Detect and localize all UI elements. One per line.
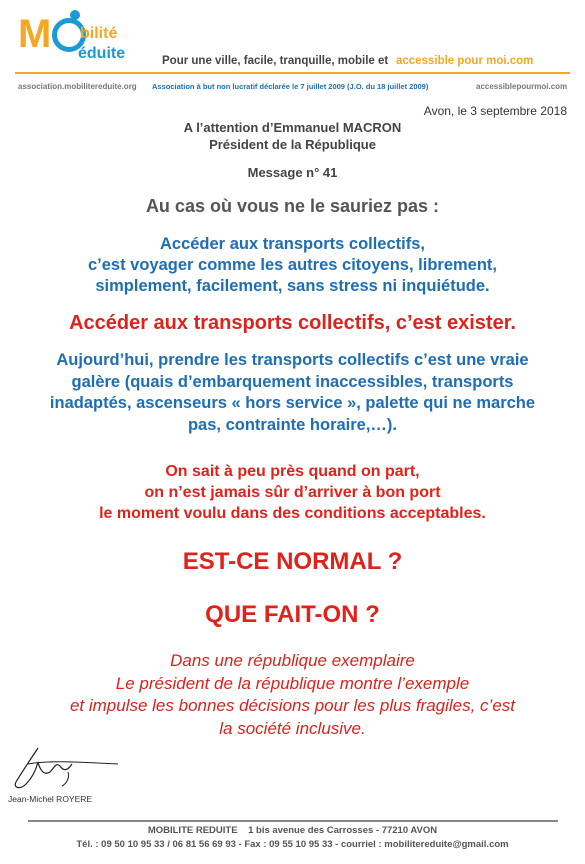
text-line: pas, contrainte horaire,…). [187,415,398,434]
text-line: simplement, facilement, sans stress ni inquiétude. [95,277,490,295]
logo-figure-head-icon [70,10,80,20]
footer-contact: Tél. : 09 50 10 95 33 / 06 81 56 69 93 - Fax : 09 55 10 95 33 - courriel : mobilitereduite@gmail.com [76,839,509,850]
header-tagline: Pour une ville, facile, tranquille, mobile et [162,55,389,67]
logo-word-bilite: bilité [80,25,118,42]
recipient-line-2: Président de la République [209,137,376,152]
text-line: la société inclusive. [219,718,366,738]
text-line: inadaptés, ascenseurs « hors service », palette qui ne marche [49,394,536,412]
text-line: Accéder aux transports collectifs, [159,235,425,253]
italic-closing-paragraph [0,650,585,740]
lead-heading: Au cas où vous ne le sauriez pas : [145,196,440,216]
association-legal-note: Association à but non lucratif déclarée le 7 juillet 2009 (J.O. du 18 juillet 2009) [152,82,429,91]
footer-address: MOBILITE REDUITE 1 bis avenue des Carrosses - 77210 AVON [147,825,438,836]
handwritten-signature [8,742,123,794]
header-divider [15,72,570,74]
text-line: Le président de la république montre l’exemple [115,673,470,693]
text-line: Aujourd’hui, prendre les transports collectifs c’est une vraie [56,351,529,369]
logo-letter-m: M [18,12,50,56]
letter-date: Avon, le 3 septembre 2018 [423,104,567,118]
recipient-line-1: A l’attention d’Emmanuel MACRON [183,120,402,135]
text-line: et impulse les bonnes décisions pour les plus fragiles, c’est [69,696,516,715]
text-line: on n’est jamais sûr d’arriver à bon port [144,484,441,501]
text-line: c’est voyager comme les autres citoyens, librement, [87,256,497,274]
red-paragraph [0,461,585,524]
logo-word-reduite: éduite [78,45,126,62]
accessible-site-link[interactable]: accessiblepourmoi.com [476,82,568,91]
headline-est-ce-normal: EST-CE NORMAL ? [182,548,403,575]
association-site-link[interactable]: association.mobilitereduite.org [18,82,137,91]
signer-name: Jean-Michel ROYERE [8,794,93,804]
headline-que-fait-on: QUE FAIT-ON ? [205,601,380,628]
blue-paragraph-1 [0,234,585,297]
header-tagline-accent: accessible pour moi.com [396,55,534,67]
text-line: le moment voulu dans des conditions acceptables. [99,505,486,522]
blue-paragraph-2 [0,350,585,436]
text-line: galère (quais d’embarquement inaccessibles, transports [71,372,514,391]
text-line: On sait à peu près quand on part, [165,463,420,480]
text-line: Dans une république exemplaire [170,651,415,670]
message-number: Message n° 41 [247,165,338,180]
red-statement: Accéder aux transports collectifs, c’est exister. [69,312,516,334]
footer-divider [28,820,558,822]
